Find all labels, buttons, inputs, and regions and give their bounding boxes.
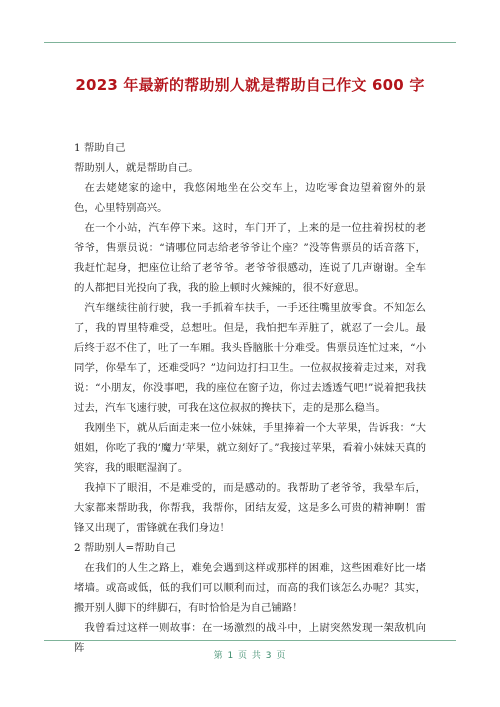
paragraph: 在我们的人生之路上，难免会遇到这样或那样的困难，这些困难好比一堵堵墙。或高或低，低的我们可以顺利而过，而高的我们该怎么办呢？其实，搬开别人脚下的绊脚石，有时恰恰是为自己铺路！ [74, 562, 426, 614]
page-number: 第 1 页 共 3 页 [213, 651, 287, 661]
section-heading: 2 帮助别人=帮助自己 [74, 542, 176, 554]
paragraph: 帮助别人，就是帮助自己。 [74, 162, 199, 174]
paragraph: 我刚坐下，就从后面走来一位小妹妹，手里捧着一个大苹果，告诉我：“大姐姐，你吃了我的‘魔力’苹果，就立刻好了。”我接过苹果，看着小妹妹天真的笑容，我的眼眶湿润了。 [74, 422, 426, 474]
paragraph: 在去姥姥家的途中，我悠闲地坐在公交车上，边吃零食边望着窗外的景色，心里特别高兴。 [74, 182, 426, 214]
paragraph: 我曾看过这样一则故事：在一场激烈的战斗中，上尉突然发现一架敌机向阵 [74, 622, 426, 654]
section-heading: 1 帮助自己 [74, 142, 126, 154]
page-title: 2023 年最新的帮助别人就是帮助自己作文 600 字 [75, 76, 425, 94]
footer-rule [44, 640, 456, 641]
paragraph: 我掉下了眼泪，不是难受的，而是感动的。我帮助了老爷爷，我晕车后，大家都来帮助我，你帮我，我帮你，团结友爱，这是多么可贵的精神啊！雷锋又出现了，雷锋就在我们身边！ [74, 482, 426, 534]
header-rule [44, 42, 456, 43]
paragraph: 在一个小站，汽车停下来。这时，车门开了，上来的是一位拄着拐杖的老爷爷，售票员说：“请哪位同志给老爷爷让个座？”没等售票员的话音落下，我赶忙起身，把座位让给了老爷爷。老爷爷很感动，连说了几声谢谢。全车的人都把目光投向了我，我的脸上顿时火辣辣的，很不好意思。 [74, 222, 426, 294]
paragraph: 汽车继续往前行驶，我一手抓着车扶手，一手还往嘴里放零食。不知怎么了，我的胃里特难受，总想吐。但是，我怕把车弄脏了，就忍了一会儿。最后终于忍不住了，吐了一车厢。我头昏脑胀十分难受。售票员连忙过来，“小同学，你晕车了，还难受吗？”边问边打扫卫生。一位叔叔接着走过来，对我说：“小朋友，你没事吧，我的座位在窗子边，你过去透透气吧!”说着把我扶过去，汽车飞速行驶，可我在这位叔叔的搀扶下，走的是那么稳当。 [74, 302, 426, 414]
article-body [74, 138, 426, 658]
